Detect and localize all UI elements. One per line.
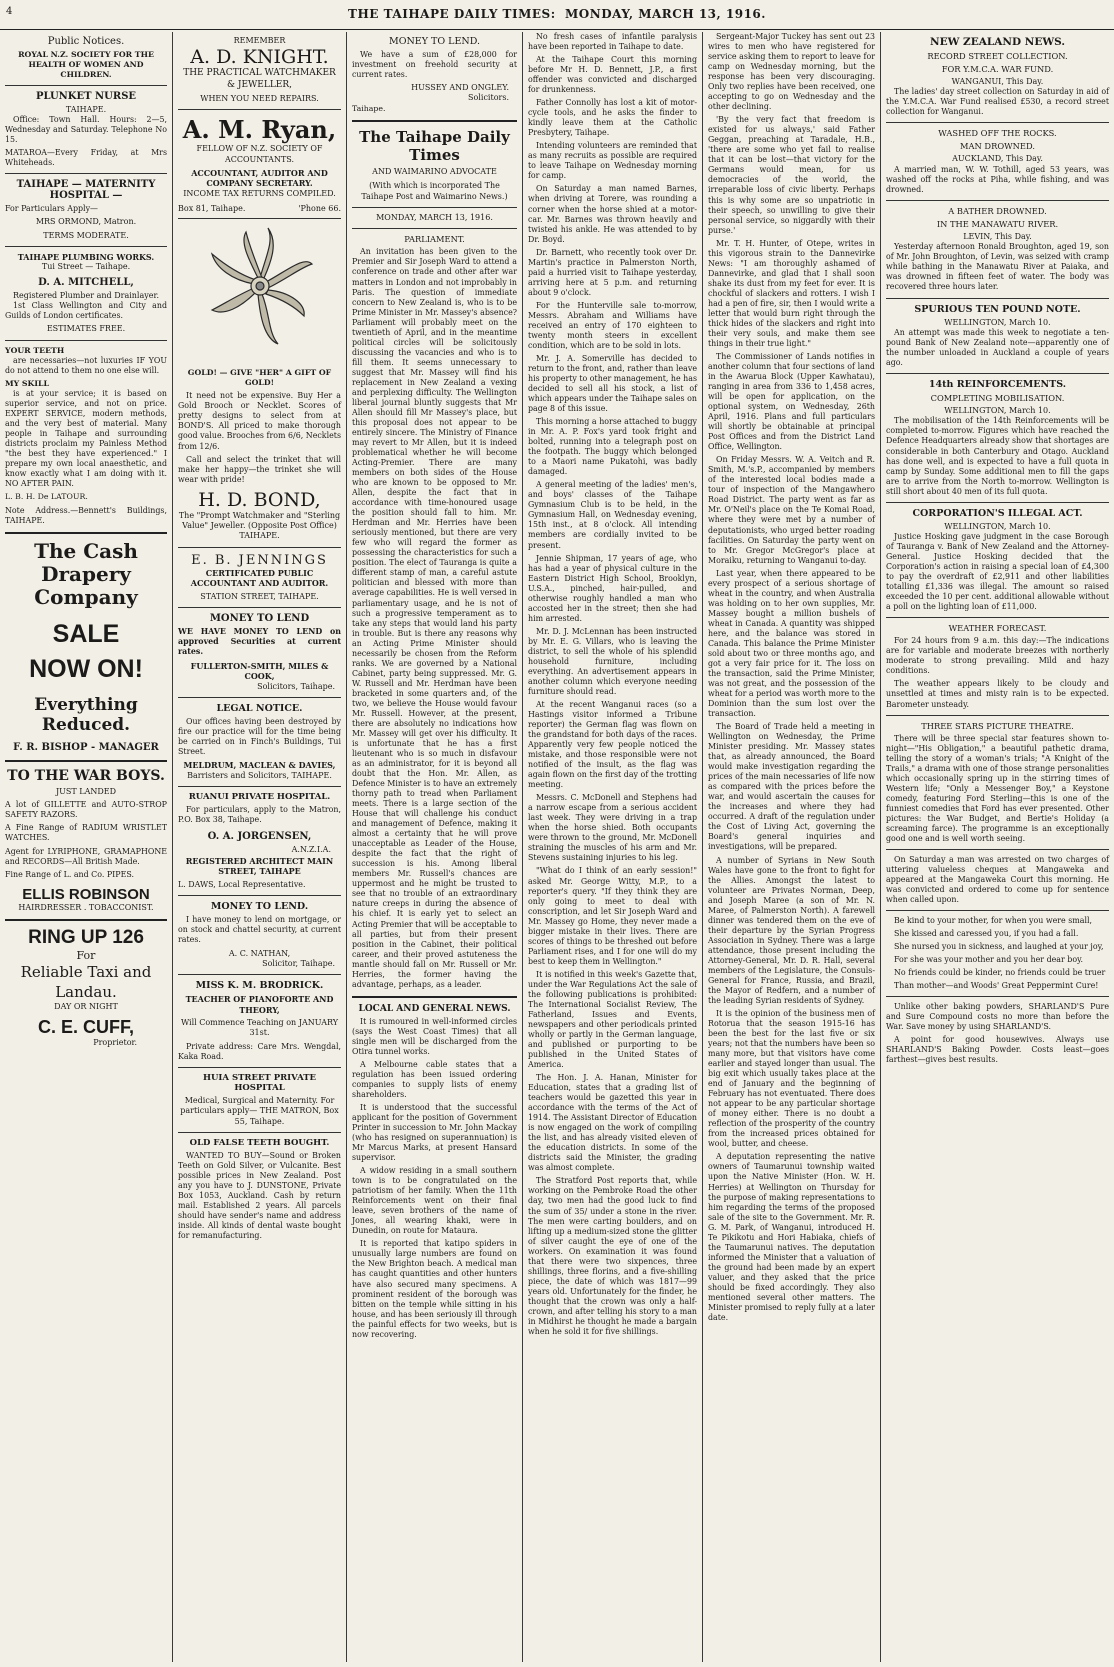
- for-label: For: [76, 949, 96, 962]
- weather-forecast-text: For 24 hours from 9 a.m. this day:—The indications are for variable and moderate breezes with northerly moderate to strong prevailing. Mild and hazy conditions.: [886, 636, 1109, 676]
- news-paragraph: The Stratford Post reports that, while working on the Pembroke Road the other day, two men had the good luck to find the sum of 35/ under a stone in the river. The men were carting boulders, and on lifting up a medium-sized stone the glitter of silver caught the eye of one of the workers. On examination it was found that there were two sixpences, three shillings, three florins, and a five-shilling piece, the date of which was 1817—99 years old. Unfortunately for the finder, he thought that the crown was only a half-crown, and after telling his story to a man in Midhirst he thought he made a bargain when he sold it for five shillings.: [528, 1176, 697, 1336]
- newspaper-title: The Taihape Daily Times: [359, 127, 510, 164]
- peppermint-cure-verse: No friends could be kinder, no friends could be truer: [894, 968, 1106, 978]
- hairdresser-tobacconist: HAIRDRESSER . TOBACCONIST.: [18, 902, 154, 912]
- parliament-article: An invitation has been given to the Premier and Sir Joseph Ward to attend a conference on trade and other after war matters in London and not improbably in Paris. The question of immediate concern to New Zealand is, who is to be Prime Minister in Mr. Massey's absence? Parliament will probably meet on the twentieth of April, and in the meantime political circles will be solicitously discussing the vacancies and who is to fill them. It seems unnecessary to suggest that Mr. Massey will find his replacement in New Zealand a vexing and perplexing difficulty. The Wellington liberal journal bluntly suggests that Mr Allen should fill Mr Massey's place, but this proposal does not appear to be entirely sincere. The Ministry of Finance may revert to Mr Allen, but it is indeed problematical whether he will become Acting-Premier. There are many members on both sides of the House who are known to be opposed to Mr. Allen, despite the fact that in accordance with time-honoured usage the position should fall to him. Mr. Herdman and Mr. Herries have been seriously mentioned, but there are very few who will regard the former as possessing the characteristics for such a position. The elect of Tauranga is quite a different stamp of man, a careful astute politician and blessed with more than average capabilities. He is well versed in parliamentary usage, and he is not of such a progressive temperament as to take any steps that would land his party in trouble. But is there any reasons why an Acting Prime Minister should necessarily be chosen from the Reform ranks. We are governed by a National Cabinet, party being suppressed. Mr. G. W. Russell and Mr. Herdman have been bracketed in some quarters and, of the two, we believe the House would favour Mr. Russell. However, at the present, there are absolutely no indications how Mr. Massey will get over his difficulty. It is unfortunate that he has a first lieutenant who is so much in disfavour as an administrator, for it is beyond all doubt that the Hon. Mr. Allen, as Defence Minister is to have an extremely thorny path to tread when Parliament meets. There is a large section of the House that will challenge his conduct and management of Defence, making it almost a certainty that he will prove unacceptable as Leader of the House, despite the fact that the right of succession is his. Among liberal members Mr. Russell's chances are uppermost and he might be trusted to see that no trouble of an extraordinary nature creeps in during the absence of his chief. It is early yet to select an Acting Premier that will be acceptable to all parties, but from their present position in the Cabinet, their political career, and their proved astuteness the mantle should fall on Mr. Russell or Mr. Herries, the former having the advantage, perhaps, as a leader.: [352, 247, 517, 989]
- news-paragraph: The Commissioner of Lands notifies in another column that four sections of land in the Awarua Block (Upper Kawhatau), ranging in area from 336 to 1,458 acres, will be open for application, on the optional system, on Wednesday, 26th April, 1916. Plans and full particulars will shortly be obtainable at principal Post Offices and from the District Land Office, Wellington.: [708, 351, 875, 452]
- jorgensen-representative: L. DAWS, Local Representative.: [178, 880, 306, 890]
- gold-gift-text: It need not be expensive. Buy Her a Gold Brooch or Necklet. Scores of pretty designs to select from at BOND'S. All priced to make thorough good value. Brooches from 6/6, Necklets from 12/6.: [178, 391, 341, 451]
- false-teeth-text: WANTED TO BUY—Sound or Broken Teeth on Gold Silver, or Vulcanite. Best possible prices in New Zealand. Post any you have to J. DUNSTONE, Private Box 1053, Auckland. Cash by return mail. Established 2 years. All parcels should have sender's name and address inside. All kinds of dental waste bought for remanufacturing.: [178, 1151, 341, 1241]
- ryan-tax: INCOME TAX RETURNS COMPILED.: [183, 188, 336, 198]
- bather-drowned-text: Yesterday afternoon Ronald Broughton, aged 19, son of Mr. John Broughton, of Levin, was seized with cramp while bathing in the Manawatu River at Paiaka, and was drowned in fifteen feet of water. The body was recovered three hours later.: [886, 242, 1109, 292]
- manawatu-river-sub: IN THE MANAWATU RIVER.: [936, 218, 1059, 229]
- sale-now-on: SALE NOW ON!: [29, 620, 143, 683]
- ring-up-126: RING UP 126: [28, 927, 144, 948]
- jennings-name: E. B. JENNINGS: [191, 552, 328, 568]
- editorial-date: MONDAY, MARCH 13, 1916.: [376, 213, 493, 223]
- bather-drowned-heading: A BATHER DROWNED.: [948, 205, 1047, 216]
- peppermint-cure-verse: She nursed you in sickness, and laughed at your joy,: [894, 942, 1104, 952]
- news-paragraph: No fresh cases of infantile paralysis have been reported in Taihape to date.: [528, 32, 697, 52]
- news-paragraph: Father Connolly has lost a kit of motor-cycle tools, and he asks the finder to kindly leave them at the Catholic Presbytery, Taihape.: [528, 98, 697, 138]
- local-news-item: It is reported that katipo spiders in unusually large numbers are found on the New Brighton beach. A medical man has caught quantities and other hunters have also secured many specimens. A prominent resident of the borough was bitten on the temple while sitting in his house, and has been seriously ill through the painful effects for two weeks, but is now recovering.: [352, 1239, 517, 1339]
- peppermint-cure-verse: Be kind to your mother, for when you were small,: [894, 916, 1093, 926]
- bond-text: The "Prompt Watchmaker and "Sterling Value" Jeweller. (Opposite Post Office) TAIHAPE.: [178, 510, 341, 541]
- war-boys-heading: TO THE WAR BOYS.: [7, 768, 165, 784]
- spurious-note-heading: SPURIOUS TEN POUND NOTE.: [914, 303, 1081, 315]
- dateline: LEVIN, This Day.: [963, 231, 1032, 241]
- false-teeth-heading: OLD FALSE TEETH BOUGHT.: [189, 1138, 330, 1149]
- meldrum-role: Barristers and Solicitors, TAIHAPE.: [187, 770, 332, 780]
- legal-notice-text: Our offices having been destroyed by fire our practice will for the time being be carried on in Finch's Buildings, Tui Street.: [178, 717, 341, 757]
- cash-drapery-heading: The Cash Drapery Company: [34, 539, 138, 609]
- news-paragraph: Mr. J. A. Somerville has decided to return to the front, and, rather than leave his property to other management, he has decided to sell all his stock, a list of which appears under the Taihape sales on page 8 of this issue.: [528, 353, 697, 414]
- teeth-text: are necessaries—not luxuries IF YOU do not attend to them no one else will.: [5, 355, 167, 375]
- plumbing-name: D. A. MITCHELL,: [38, 276, 134, 288]
- ruanui-hospital-text: For particulars, apply to the Matron, P.O. Box 38, Taihape.: [178, 805, 341, 825]
- plumbing-role: Registered Plumber and Drainlayer.: [13, 290, 159, 300]
- news-paragraph: At the recent Wanganui races (so a Hastings visitor informed a Tribune reporter) the German flag was flown on the grandstand for both days of the races. Apparently very few people noticed the mistake, and those responsible were not notified of the insult, as the flag was again flown on the first day of the trotting meeting.: [528, 699, 697, 790]
- gold-brooch-illustration: [205, 224, 315, 364]
- dateline: WELLINGTON, March 10.: [944, 406, 1051, 416]
- remember-label: REMEMBER: [233, 36, 286, 45]
- bishop-manager: F. R. BISHOP - MANAGER: [13, 742, 159, 753]
- ellis-robinson: ELLIS ROBINSON: [22, 885, 150, 903]
- news-paragraph: Last year, when there appeared to be every prospect of a serious shortage of wheat in the country, and when Australia was holding on to her own supplies, Mr. Massey bought a million bushels of wheat in Canada. A quantity was shipped here, and the balance was stored in Canada. This balance the Prime Minister sold about two or three months ago, and got a very fair price for it. The loss on the transaction, said the Prime Minister, was not great, and the possession of the wheat for a period was worth more to the Dominion than the sum lost over the transaction.: [708, 568, 875, 719]
- masthead: [0, 0, 1114, 30]
- money-to-lend-text-3: We have a sum of £28,000 for investment on freehold security at current rates.: [352, 50, 517, 80]
- hussey-ongley: HUSSEY AND ONGLEY.: [411, 83, 509, 93]
- street-collection-sub: FOR Y.M.C.A. WAR FUND.: [941, 64, 1054, 74]
- dentist-address: Note Address.—Bennett's Buildings, TAIHAPE.: [5, 505, 167, 525]
- column-nz-news: [881, 32, 1114, 1664]
- news-paragraph: Mr. T. H. Hunter, of Otepe, writes in this vigorous strain to the Dannevirke News: "I am thoroughly ashamed of Dannevirke, and glad that I shall soon shake its dust from my feet for ever. It is chockful of slackers and rotters. I wish I had a pen of fire, sir, then I would write a letter that would burn right through the thick hides of the slackers and right into their very souls, and make them see things in their true light.": [708, 238, 875, 348]
- everything-reduced: Everything Reduced.: [34, 695, 138, 735]
- ryan-role: ACCOUNTANT, AUDITOR AND COMPANY SECRETARY.: [191, 167, 328, 189]
- street-collection-text: The ladies' day street collection on Saturday in aid of the Y.M.C.A. War Fund realised £530, a record street collection for Wanganui.: [886, 87, 1109, 117]
- news-paragraph: Intending volunteers are reminded that as many recruits as possible are required to leave Taihape on Wednesday morning for camp.: [528, 141, 697, 181]
- sharland-advert: Unlike other baking powders, SHARLAND'S Pure and Sure Compound costs no more than before the War. Save money by using SHARLAND'S.: [886, 1002, 1109, 1032]
- washed-off-rocks-heading: WASHED OFF THE ROCKS.: [938, 128, 1057, 139]
- dentist-name: L. B. H. De LATOUR.: [5, 491, 88, 501]
- ruanui-hospital-heading: RUANUI PRIVATE HOSPITAL.: [188, 792, 331, 803]
- arrest-report: On Saturday a man was arrested on two charges of uttering valueless cheques at Mangaweka and appeared at the Mangaweka Court this morning. He was convicted and ordered to come up for sentence when called upon.: [886, 854, 1109, 904]
- reinforcements-heading: 14th REINFORCEMENTS.: [928, 379, 1067, 391]
- news-paragraph: Dr. Barnett, who recently took over Dr. Martin's practice in Palmerston North, paid a hurried visit to Taihape yesterday, arriving here at 5 p.m. and returning about 9 o'clock.: [528, 247, 697, 297]
- money-to-lend-text-2: I have money to lend on mortgage, or on stock and chattel security, at current rates.: [178, 915, 341, 945]
- solicitors-label: Solicitors.: [468, 93, 509, 103]
- news-paragraph: For the Hunterville sale to-morrow, Messrs. Abraham and Williams have received an entry of 170 eighteen to twenty month steers in excellent condition, which are to be sold in lots.: [528, 300, 697, 350]
- bond-name: H. D. BOND,: [198, 488, 321, 511]
- news-paragraph: Mr. D. J. McLennan has been instructed by Mr. E. G. Villars, who is leaving the district, to sell the whole of his splendid household furniture, including everything. An advertisement appears in another column which everyone needing furniture should read.: [528, 626, 697, 696]
- local-general-news-heading: LOCAL AND GENERAL NEWS.: [358, 1003, 511, 1014]
- plumbing-heading: TAIHAPE PLUMBING WORKS.: [17, 252, 155, 263]
- radium-watches: A Fine Range of RADIUM WRISTLET WATCHES.: [5, 823, 167, 843]
- royal-society-notice: ROYAL N.Z. SOCIETY FOR THE HEALTH OF WOMEN AND CHILDREN.: [18, 50, 154, 79]
- legal-notice-heading: LEGAL NOTICE.: [216, 703, 303, 715]
- news-paragraph: On Saturday a man named Barnes, when driving at Torere, was rounding a corner when the horse shied at a motor-car. Mr. Barnes was thrown heavily and twisted his ankle. He was attended to by Dr. Boyd.: [528, 184, 697, 244]
- news-paragraph: 'By the very fact that freedom is existed for us always,' said Father Geggan, preaching at Taradale, H.B., 'there are some who yet fail to realise that it can be lost—that victory for the Germans would mean, for us democracies of the world, the irreparable loss of civic liberty. Perhaps this is why some are so unpatriotic in their speech, so unwilling to give their personal service, so niggardly with their purse.': [708, 115, 875, 235]
- news-paragraph: A deputation representing the native owners of Taumarunui township waited upon the Native Minister (Hon. W. H. Herries) at Wellington on Thursday for the purpose of making representations to him regarding the terms of the proposed sale of the site to the Government. Mr. R. G. M. Park, of Wanganui, introduced H. Te Pikikotu and Hori Habiaka, chiefs of the Taumarunui natives. The deputation informed the Minister that a valuation of the ground had been made by an expert valuer, and they asked that the price should be fixed accordingly. They also mentioned several other matters. The Minister promised to reply fully at a later date.: [708, 1152, 875, 1322]
- news-paragraph: It is notified in this week's Gazette that, under the War Regulations Act the sale of the following publications is prohibited: The International Socialist Review, The Fatherland, Issues and Events, newspapers and other periodicals printed wholly or partly in the German language, and published or purporting to be published in the United States of America.: [528, 969, 697, 1070]
- news-paragraph: Messrs. C. McDonell and Stephens had a narrow escape from a serious accident last week. They were driving in a trap when the horse shied. Both occupants were thrown to the ground, Mr. McDonell straining the muscles of his arm and Mr. Stevens sustaining injuries to his leg.: [528, 793, 697, 863]
- huia-hospital-text: Medical, Surgical and Maternity. For particulars apply— THE MATRON, Box 55, Taihape.: [180, 1095, 339, 1126]
- news-paragraph: The Board of Trade held a meeting in Wellington on Wednesday, the Prime Minister presiding. Mr. Massey states that, as already announced, the Board would make investigation regarding the prices of the main necessaries of life now as compared with the prices before the war, and would ascertain the causes for the increases and where they had occurred. A draft of the regulation under the Cost of Living Act, governing the Board's general inquiries and investigations, will be prepared.: [708, 722, 875, 852]
- jorgensen-role: REGISTERED ARCHITECT MAIN STREET, TAIHAPE: [185, 855, 334, 876]
- newspaper-note: (With which is incorporated The Taihape Post and Waimarino News.): [361, 181, 508, 201]
- dateline: WELLINGTON, March 10.: [944, 521, 1051, 531]
- news-paragraph: A general meeting of the ladies' men's, and boys' classes of the Taihape Gymnasium Club is to be held, in the Gymnasium Hall, on Wednesday evening, 15th inst., at 8 o'clock. All intending members are cordially invited to be present.: [528, 480, 697, 550]
- money-to-lend-heading-2: MONEY TO LEND.: [210, 901, 309, 913]
- hospital-apply: For Particulars Apply—: [5, 204, 98, 214]
- column-local-news: [523, 32, 702, 1664]
- plumbing-certificates: 1st Class Wellington and City and Guilds of London certificates.: [5, 301, 167, 321]
- money-to-lend-heading-3: MONEY TO LEND.: [388, 36, 481, 47]
- skill-heading: MY SKILL: [5, 378, 49, 388]
- three-stars-theatre-text: There will be three special star features shown to-night—"His Obligation," a beautiful pathetic drama, telling the story of a woman's trials; "A Knight of the Trails," a drama with one of those strange personalities which occasionally spring up in the stirring times of Western life; "Only a Messenger Boy," a Keystone comedy, featuring Ford Sterling—this is one of the funniest comedies that Ford has ever presented. Other pictures: the War Budget, and Bertie's Holiday (a screaming farce). The programme is an exceptionally good one and is well worth seeing.: [886, 733, 1109, 843]
- nz-news-heading: NEW ZEALAND NEWS.: [929, 36, 1065, 48]
- news-paragraph: Jennie Shipman, 17 years of age, who has had a year of physical culture in the Eastern District High School, Brooklyn, U.S.A., pinched, hair-pulled, and otherwise roughly handled a man who accosted her in the street; then she had him arrested.: [528, 553, 697, 623]
- jennings-role: CERTIFICATED PUBLIC ACCOUNTANT AND AUDITOR.: [190, 567, 329, 589]
- plunket-place: TAIHAPE.: [65, 104, 107, 114]
- spurious-note-text: An attempt was made this week to negotiate a ten-pound Bank of New Zealand note—apparently one of the number unloaded in Auckland a couple of years ago.: [886, 327, 1109, 367]
- huia-hospital-heading: HUIA STREET PRIVATE HOSPITAL: [202, 1072, 317, 1093]
- local-news-item: A Melbourne cable states that a regulation has been issued ordering companies to supply lists of enemy shareholders.: [352, 1059, 517, 1099]
- three-stars-theatre-heading: THREE STARS PICTURE THEATRE.: [921, 720, 1074, 731]
- brodrick-address: Private address: Care Mrs. Wengdal, Kaka Road.: [178, 1041, 341, 1061]
- maternity-hospital-heading: TAIHAPE — MATERNITY HOSPITAL —: [16, 179, 156, 202]
- dateline: WELLINGTON, March 10.: [944, 317, 1051, 327]
- ryan-name: A. M. Ryan,: [182, 115, 337, 145]
- news-paragraph: The Hon. J. A. Hanan, Minister for Education, states that a grading list of teachers would be gazetted this year in accordance with the terms of the Act of 1914. The Assistant Director of Education is now engaged on the work of compiling the list, and has already visited eleven of the education districts. In some of the districts said the Minister, the grading was almost complete.: [528, 1073, 697, 1173]
- plumbing-street: Tui Street — Taihape.: [41, 262, 131, 272]
- jennings-address: STATION STREET, TAIHAPE.: [200, 591, 319, 601]
- news-paragraph: "What do I think of an early session!" asked Mr. George Witty, M.P., to a reporter's query. "If they think they are only going to meet to deal with conscription, and let Sir Joseph Ward and Mr. Massey go Home, they never made a bigger mistake in their lives. There are scores of things to be threshed out before Parliament rises, and I for one will do my best to keep them in Wellington.": [528, 866, 697, 966]
- reinforcements-text: The mobilisation of the 14th Reinforcements will be completed to-morrow. Figures which have reached the Defence Headquarters already show that shortages are considerable in both Canterbury and Otago. Auckland has done well, and is expected to have a full quota in camp by Sunday. Some additional men to fill the gaps are to arrive from the North to-morrow. Wellington is still short about 40 men of its full quota.: [886, 416, 1109, 496]
- local-news-item: It is rumoured in well-informed circles (says the West Coast Times) that all single men will be discharged from the Otira tunnel works.: [352, 1016, 517, 1056]
- fullerton-smith: FULLERTON-SMITH, MILES & COOK,: [190, 661, 329, 682]
- corporation-illegal-act-heading: CORPORATION'S ILLEGAL ACT.: [912, 507, 1083, 519]
- ryan-phone: 'Phone 66.: [298, 204, 341, 214]
- money-to-lend-text: WE HAVE MONEY TO LEND on approved Securities at current rates.: [178, 626, 341, 657]
- money-place: Taihape.: [352, 103, 386, 113]
- jorgensen-anzia: A.N.Z.I.A.: [291, 845, 331, 855]
- brodrick-role: TEACHER OF PIANOFORTE AND THEORY,: [185, 994, 334, 1015]
- peppermint-cure-verse: She kissed and caressed you, if you had a fall.: [894, 929, 1079, 939]
- man-drowned-sub: MAN DROWNED.: [960, 141, 1035, 152]
- paper-name: THE TAIHAPE DAILY TIMES:: [348, 7, 556, 21]
- knight-role: THE PRACTICAL WATCHMAKER & JEWELLER,: [183, 68, 336, 91]
- plumbing-estimates: ESTIMATES FREE.: [46, 324, 126, 334]
- plunket-nurse-heading: PLUNKET NURSE: [35, 90, 137, 102]
- jorgensen-name: O. A. JORGENSEN,: [207, 831, 312, 843]
- weather-forecast-heading: WEATHER FORECAST.: [948, 623, 1047, 634]
- masthead-date: MONDAY, MARCH 13, 1916.: [565, 7, 766, 21]
- parliament-heading: PARLIAMENT.: [404, 234, 465, 245]
- column-advertisements-1: [0, 32, 172, 1664]
- lyriphone-agent: Agent for LYRIPHONE, GRAMAPHONE and RECORDS—All British Made.: [5, 846, 167, 866]
- column-general-news: [703, 32, 880, 1664]
- knight-name: A. D. KNIGHT.: [190, 46, 329, 69]
- dateline: AUCKLAND, This Day.: [952, 154, 1043, 164]
- news-paragraph: This morning a horse attached to buggy in Mr. A. P. Fox's yard took fright and bolted, running into a telegraph post on the footpath. The buggy which belonged to a Maori name Pukatohi, was badly damaged.: [528, 417, 697, 477]
- sharland-advert-2: A point for good housewives. Always use SHARLAND'S Baking Powder. Costs least—goes farthest—gives best results.: [886, 1035, 1109, 1065]
- gillette-razors: A lot of GILLETTE and AUTO-STROP SAFETY RAZORS.: [5, 800, 167, 820]
- nathan-name: A. C. NATHAN,: [228, 948, 291, 958]
- news-paragraph: At the Taihape Court this morning before Mr H. D. Bennett, J.P., a first offender was convicted and discharged for drunkenness.: [528, 55, 697, 95]
- ryan-fellow: FELLOW OF N.Z. SOCIETY OF ACCOUNTANTS.: [196, 144, 323, 164]
- masthead-title: [0, 7, 1114, 21]
- meldrum-firm: MELDRUM, MACLEAN & DAVIES,: [183, 760, 336, 771]
- local-news-item: A widow residing in a small southern town is to be congratulated on the patriotism of her family. When the 11th Reinforcements went on their final leave, seven brothers of the name of Jones, all wearing khaki, were in Dunedin, on route for Mataura.: [352, 1166, 517, 1236]
- fullerton-role: Solicitors, Taihape.: [257, 681, 335, 691]
- reliable-taxi: Reliable Taxi and Landau.: [20, 963, 152, 1001]
- ryan-contact: [178, 204, 341, 213]
- hospital-terms: TERMS MODERATE.: [43, 230, 129, 240]
- knight-repairs: WHEN YOU NEED REPAIRS.: [200, 93, 319, 103]
- teeth-heading: YOUR TEETH: [5, 345, 65, 355]
- just-landed: JUST LANDED: [55, 787, 117, 796]
- cuff-name: C. E. CUFF,: [37, 1016, 134, 1037]
- page-number: 4: [6, 6, 13, 17]
- peppermint-cure-verse: For she was your mother and you her dear boy.: [894, 955, 1084, 965]
- proprietor: Proprietor.: [93, 1037, 137, 1047]
- washed-off-rocks-text: A married man, W. W. Tothill, aged 53 years, was washed off the rocks at Piha, while fishing, and was drowned.: [886, 164, 1109, 194]
- dateline: WANGANUI, This Day.: [951, 77, 1044, 86]
- day-or-night: DAY OR NIGHT: [54, 1002, 118, 1012]
- corporation-illegal-act-text: Justice Hosking gave judgment in the case Borough of Tauranga v. Bank of New Zealand and the Attorney-General. Justice Hosking decided that the Corporation's action in raising a special loan of £4,300 to pay the overdraft of £2,911 and other liabilities totalling £1,336 was illegal. The amount so raised exceeded the 10 per cent. additional allowable without a poll on the lighting loan of £11,000.: [886, 532, 1109, 612]
- news-paragraph: Sergeant-Major Tuckey has sent out 23 wires to men who have registered for service asking them to report to leave for camp on Wednesday morning, but the response has been very discouraging. Only two replies have been received, one accepting to go on Wednesday and the other declining.: [708, 32, 875, 112]
- skill-text: is at your service; it is based on superior service, and not on price. EXPERT SERVICE, modern methods, and the very best of material. Many people in Taihape and surrounding districts proclaim my Painless Method "the best they have experienced." I prepare my own local anaesthetic, and know exactly what I am doing with it. NO AFTER PAIN.: [5, 388, 167, 488]
- column-editorial: [347, 32, 522, 1664]
- peppermint-cure-verse: Than mother—and Woods' Great Peppermint Cure!: [894, 981, 1099, 991]
- news-paragraph: A number of Syrians in New South Wales have gone to the front to fight for the Allies. Amongst the latest to volunteer are Privates Norman, Deep, and Joseph Maree (a son of Mr. N. Maree, of Palmerston North). A farewell dinner was tendered them on the eve of their departure by the Syrian Progress Association in Sydney. There was a large attendance, those present including the Attorney-General, Mr. D. R. Hall, several members of the Legislature, the Consuls-General for France, Russia, and Brazil, the Mayor of Redfern, and a number of the leading Syrian residents of Sydney.: [708, 855, 875, 1005]
- plunket-office: Office: Town Hall. Hours: 2—5, Wednesday and Saturday. Telephone No 15.: [5, 115, 167, 145]
- nathan-role: Solicitor, Taihape.: [262, 958, 335, 968]
- local-news-item: It is understood that the successful applicant for the position of Government Printer in succession to Mr. John Mackay (who has resigned on superannuation) is Mr Marcus Marks, at present Hansard supervisor.: [352, 1102, 517, 1163]
- ryan-box: Box 81, Taihape.: [178, 204, 246, 214]
- mobilisation-sub: COMPLETING MOBILISATION.: [930, 393, 1065, 404]
- news-paragraph: It is the opinion of the business men of Rotorua that the season 1915-16 has been the best for the last five or six years; not that the numbers have been so many more, but that visitors have come earlier and stayed longer than usual. The big exit which usually takes place at the end of January and the beginning of February has not eventuated. There does not appear to be any particular shortage of money either. There is no doubt a reflection of the prosperity of the country from the increased prices obtained for wool, butter, and cheese.: [708, 1008, 875, 1149]
- gold-gift-heading: GOLD! — GIVE "HER" A GIFT OF GOLD!: [187, 368, 332, 388]
- money-to-lend-heading: MONEY TO LEND: [209, 612, 310, 624]
- news-paragraph: On Friday Messrs. W. A. Veitch and R. Smith, M.'s.P., accompanied by members of the interested local bodies made a tour of inspection of the Mangawhero Road District. The party went as far as Mr. O'Neil's place on the Te Komai Road, where they were met by a number of deputationists, who urged better roading facilities. On Saturday the party went on to Mr. Gregor McGregor's place at Moraiku, returning to Wanganui to-day.: [708, 455, 875, 565]
- weather-forecast-text-2: The weather appears likely to be cloudy and unsettled at times and misty rain is to be expected. Barometer unsteady.: [886, 679, 1109, 709]
- hospital-matron: MRS ORMOND, Matron.: [35, 217, 137, 227]
- street-collection-heading: RECORD STREET COLLECTION.: [927, 51, 1068, 61]
- public-notices-heading: Public Notices.: [47, 36, 125, 47]
- brodrick-start: Will Commence Teaching on JANUARY 31st.: [180, 1018, 339, 1038]
- newspaper-subtitle: AND WAIMARINO ADVOCATE: [372, 166, 497, 176]
- pipes: Fine Range of L. and Co. PIPES.: [5, 869, 134, 879]
- column-advertisements-2: [173, 32, 346, 1664]
- plunket-mataroa: MATAROA—Every Friday, at Mrs Whiteheads.: [5, 148, 167, 168]
- gold-gift-call: Call and select the trinket that will make her happy—the trinket she will wear with pride!: [178, 454, 341, 484]
- brodrick-name: MISS K. M. BRODRICK.: [195, 980, 324, 992]
